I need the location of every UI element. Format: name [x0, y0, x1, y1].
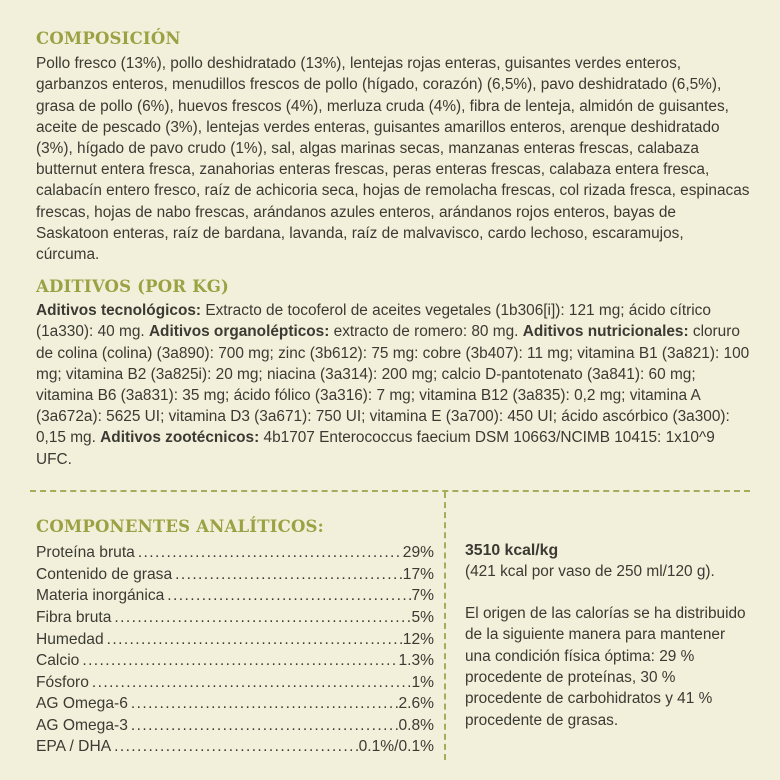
analytic-value: 7% — [411, 587, 434, 605]
additives-zootechnical-text: 4b1707 Enterococcus faecium DSM 10663/NCIMB 10415: 1x10^9 UFC. — [36, 429, 715, 468]
additives-organoleptic-text: extracto de romero: 80 mg. — [329, 323, 523, 341]
additives-technological-text: Extracto de tocoferol de aceites vegetales (1b306[i]): 121 mg; ácido cítrico (1a330): 40 mg. — [36, 302, 711, 341]
additives-nutritional-text: cloruro de colina (colina) (3a890): 700 mg; zinc (3b612): 75 mg: cobre (3b407): 11 mg; vitamina B1 (3a821): 100 mg; vitamina B2 (3a825i): 20 mg; niacina (3a314): 200 mg; calcio D-pantotenato (3a841): 60 mg; vitamina B6 (3a831): 35 mg; ácido fólico (3a316): 7 mg; vitamina B12 (3a835): 0,2 mg; vitamina A (3a672a): 5625 UI; vitamina D3 (3a671): 750 UI; vitamina E (3a700): 450 UI; ácido ascórbico (3a300): 0,15 mg. — [36, 323, 750, 447]
composition-section — [36, 30, 750, 265]
analytic-dot-leader — [138, 542, 403, 564]
composition-text: Pollo fresco (13%), pollo deshidratado (13%), lentejas rojas enteras, guisantes verdes enteros, garbanzos enteros, menudillos frescos de pollo (hígado, corazón) (6,5%), pavo deshidratado (6,5%), grasa de pollo (6%), huevos frescos (4%), merluza cruda (4%), fibra de lenteja, almidón de guisantes, aceite de pescado (3%), lentejas verdes enteras, guisantes amarillos enteros, arenque deshidratado (3%), hígado de pavo crudo (1%), sal, algas marinas secas, manzanas enteras frescas, calabaza butternut entera fresca, zanahorias enteras frescas, peras enteras frescas, calabaza entera fresca, calabacín entero fresco, raíz de achicoria seca, hojas de remolacha frescas, col rizada fresca, espinacas frescas, hojas de nabo frescas, arándanos azules enteros, arándanos rojos enteros, bayas de Saskatoon enteras, raíz de bardana, lavanda, raíz de malvavisco, cardo lechoso, escaramujos, cúrcuma. — [36, 55, 750, 263]
analytic-row — [36, 564, 434, 586]
analytic-dot-leader — [131, 715, 399, 737]
analytic-label: Humedad — [36, 630, 104, 648]
analytic-row — [36, 672, 434, 694]
analytic-label: Fósforo — [36, 673, 89, 691]
analytic-dot-leader — [131, 693, 399, 715]
analytic-label: Materia inorgánica — [36, 587, 165, 605]
analytic-row — [36, 585, 434, 607]
analytic-label: Calcio — [36, 652, 80, 670]
kcal-per-cup: (421 kcal por vaso de 250 ml/120 g). — [465, 563, 715, 581]
analytic-dot-leader — [92, 672, 412, 694]
analytic-row — [36, 736, 434, 758]
analytic-label: Proteína bruta — [36, 544, 135, 562]
analytic-row — [36, 650, 434, 672]
analytic-dot-leader — [167, 585, 411, 607]
additives-text — [36, 300, 750, 470]
analytic-dot-leader — [107, 629, 403, 651]
additives-technological-label: Aditivos tecnológicos: — [36, 302, 202, 320]
analytical-components-list — [36, 542, 434, 758]
analytic-value: 5% — [411, 608, 434, 626]
analytical-components-heading: COMPONENTES ANALÍTICOS: — [36, 517, 324, 536]
analytic-value: 0.8% — [398, 716, 434, 734]
analytic-value: 29% — [402, 544, 434, 562]
kcal-per-kg: 3510 kcal/kg — [465, 542, 559, 559]
analytic-label: AG Omega-3 — [36, 716, 128, 734]
analytical-components-section — [36, 518, 434, 758]
additives-organoleptic-label: Aditivos organolépticos: — [148, 323, 330, 341]
analytic-label: EPA / DHA — [36, 738, 112, 756]
additives-heading: ADITIVOS (POR KG) — [36, 277, 230, 296]
energy-section — [465, 540, 753, 731]
analytic-row — [36, 715, 434, 737]
composition-heading: COMPOSICIÓN — [36, 29, 181, 48]
calorie-distribution-text: El origen de las calorías se ha distribuido de la siguiente manera para mantener una condición física óptima: 29 % procedente de proteínas, 30 % procedente de carbohidratos y 41 % procedente de grasas. — [465, 604, 746, 729]
analytic-row — [36, 693, 434, 715]
analytic-row — [36, 607, 434, 629]
analytic-dot-leader — [175, 564, 403, 586]
analytic-value: 2.6% — [398, 695, 434, 713]
additives-section — [36, 278, 750, 470]
analytic-label: Fibra bruta — [36, 608, 112, 626]
vertical-dashed-divider — [444, 492, 446, 760]
analytic-dot-leader — [114, 736, 358, 758]
analytic-dot-leader — [82, 650, 398, 672]
analytic-dot-leader — [114, 607, 411, 629]
analytic-label: AG Omega-6 — [36, 695, 128, 713]
analytic-value: 12% — [402, 630, 434, 648]
additives-zootechnical-label: Aditivos zootécnicos: — [100, 429, 260, 447]
horizontal-dashed-divider — [30, 490, 750, 492]
analytic-value: 1% — [411, 673, 434, 691]
analytic-value: 17% — [402, 565, 434, 583]
analytic-label: Contenido de grasa — [36, 565, 173, 583]
analytic-row — [36, 629, 434, 651]
analytic-row — [36, 542, 434, 564]
analytic-value: 0.1%/0.1% — [358, 738, 434, 756]
analytic-value: 1.3% — [398, 652, 434, 670]
additives-nutritional-label: Aditivos nutricionales: — [522, 323, 689, 341]
